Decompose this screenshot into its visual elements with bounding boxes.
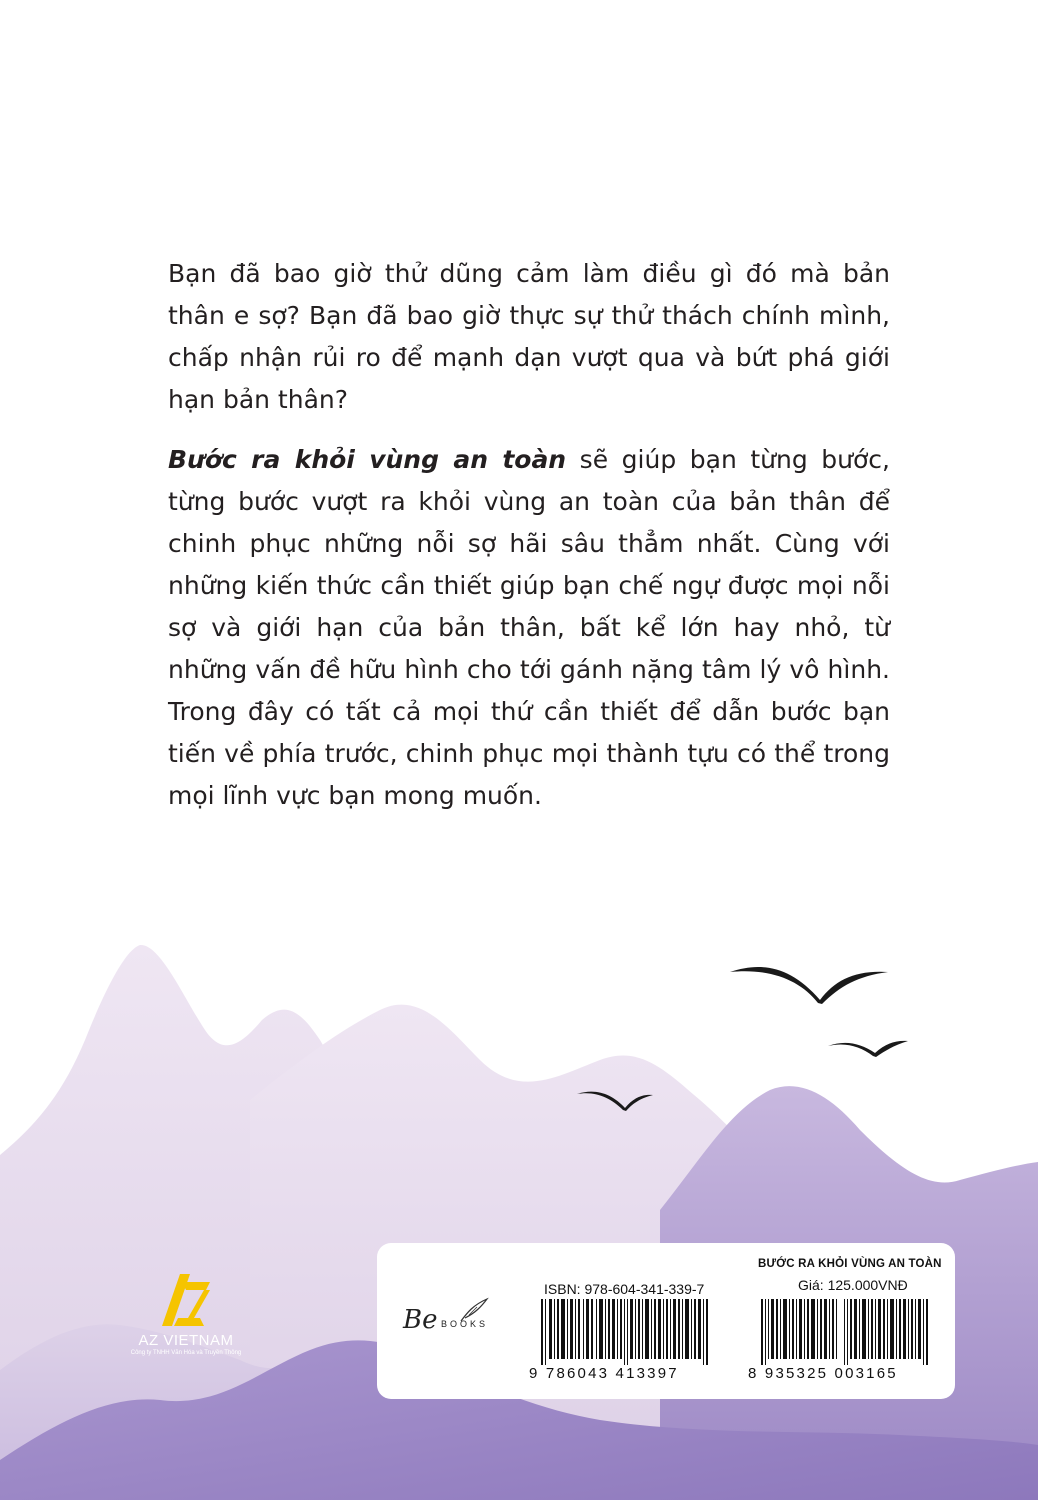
az-logo-icon <box>160 1272 212 1328</box>
price-barcode-digits: 8 935325 003165 <box>748 1365 898 1382</box>
quill-icon <box>459 1297 489 1323</box>
price-barcode <box>761 1299 931 1365</box>
isbn-barcode <box>541 1299 711 1365</box>
bird-icon <box>828 1041 908 1057</box>
publisher-logo <box>128 1272 244 1356</box>
book-title-emphasis: Bước ra khỏi vùng an toàn <box>168 445 567 474</box>
imprint-books: BOOKS <box>441 1319 489 1329</box>
isbn-barcode-digits: 9 786043 413397 <box>529 1365 679 1382</box>
book-title-small: BƯỚC RA KHỎI VÙNG AN TOÀN <box>758 1258 942 1270</box>
blurb-paragraph-1: Bạn đã bao giờ thử dũng cảm làm điều gì đó mà bản thân e sợ? Bạn đã bao giờ thực sự thử thách chính mình, chấp nhận rủi ro để mạnh dạn vượt qua và bứt phá giới hạn bản thân? <box>168 259 890 414</box>
bird-icon <box>730 967 888 1004</box>
barcode-panel <box>377 1243 955 1399</box>
blurb-paragraph-2-text: sẽ giúp bạn từng bước, từng bước vượt ra khỏi vùng an toàn của bản thân để chinh phục những nỗi sợ hãi sâu thẳm nhất. Cùng với những kiến thức cần thiết giúp bạn chế ngự được mọi nỗi sợ và giới hạn của bản thân, bất kể lớn hay nhỏ, từ những vấn đề hữu hình cho tới gánh nặng tâm lý vô hình. Trong đây có tất cả mọi thứ cần thiết để dẫn bước bạn tiến về phía trước, chinh phục mọi thành tựu có thể trong mọi lĩnh vực bạn mong muốn. <box>168 445 890 810</box>
imprint-be: Be <box>403 1305 438 1335</box>
publisher-name: AZ VIETNAM <box>138 1332 234 1349</box>
isbn-label: ISBN: 978-604-341-339-7 <box>544 1281 705 1297</box>
price-label: Giá: 125.000VNĐ <box>798 1277 908 1293</box>
bebooks-logo <box>401 1293 511 1343</box>
publisher-subtitle: Công ty TNHH Văn Hóa và Truyền Thông <box>130 1350 242 1356</box>
